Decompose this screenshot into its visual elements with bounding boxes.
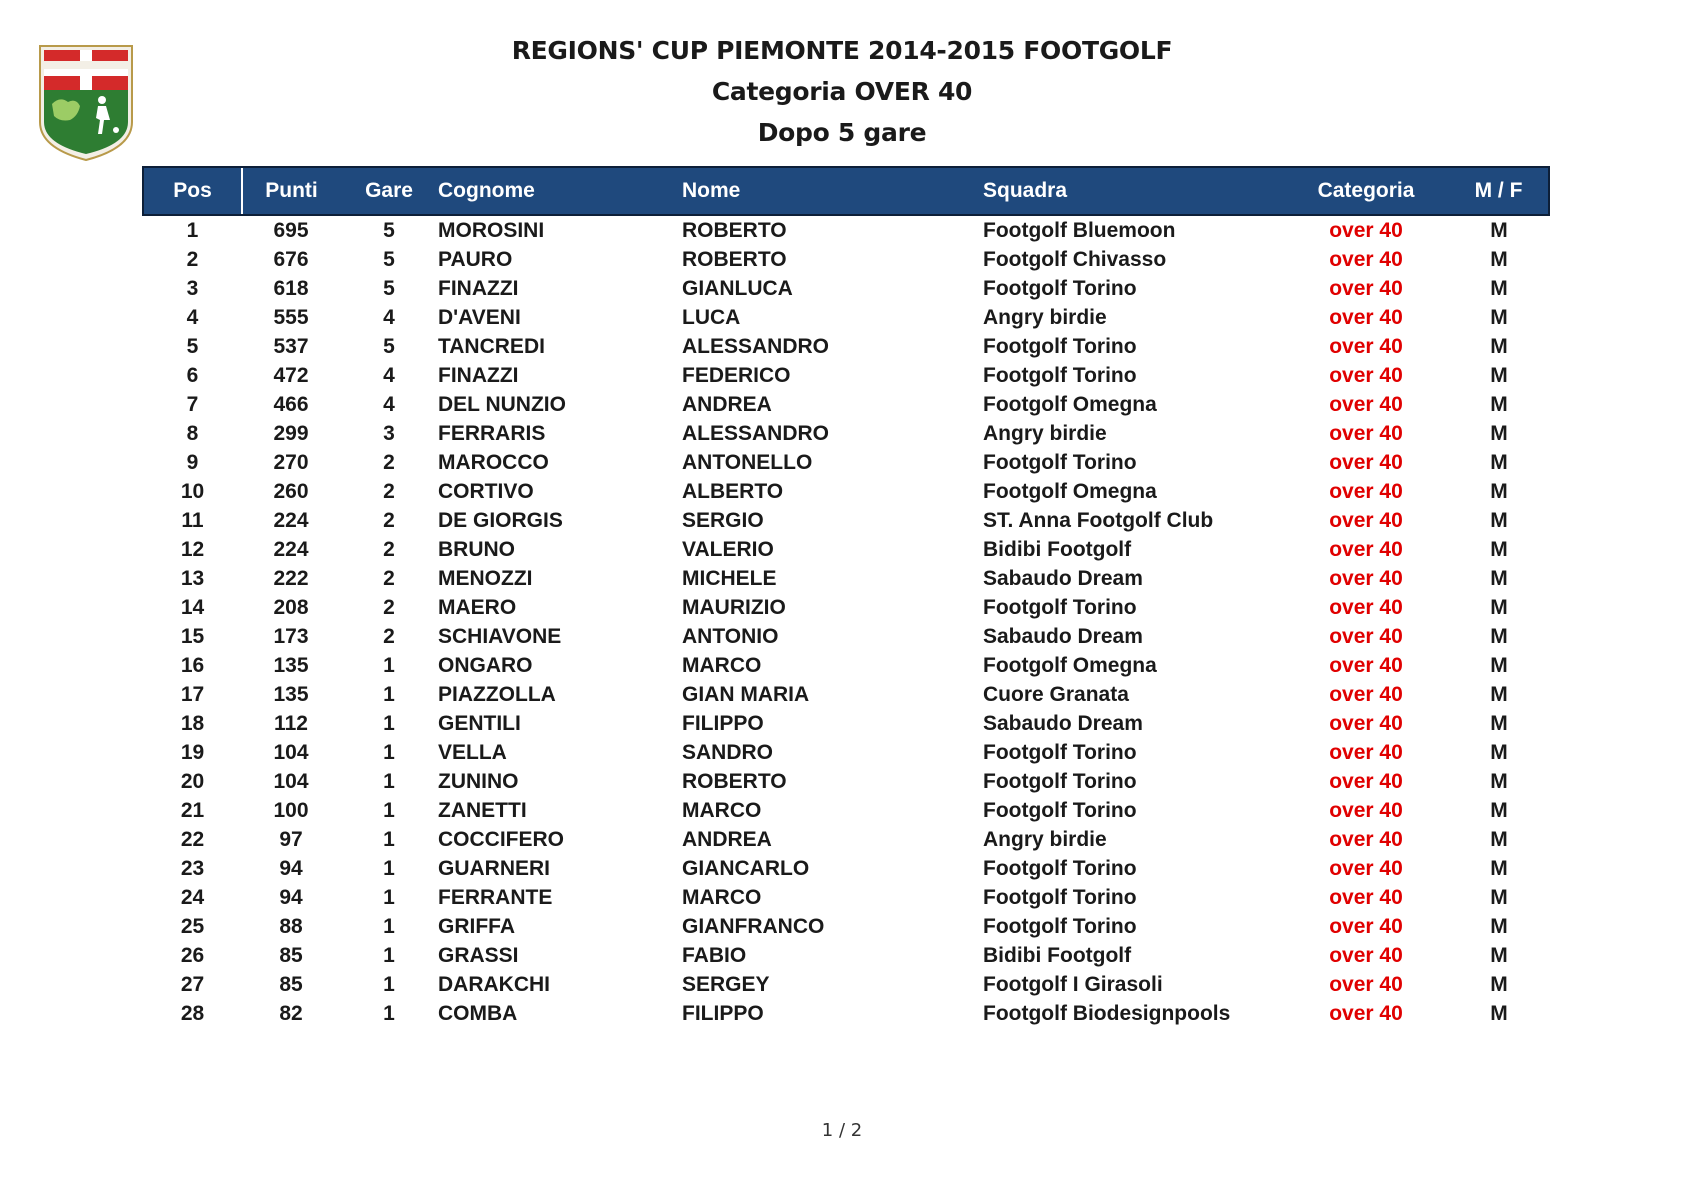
squadra-cell: Footgolf Omegna — [983, 480, 1157, 503]
nome-cell: MARCO — [682, 799, 762, 822]
nome-cell: ANDREA — [682, 828, 772, 851]
gare-cell: 1 — [383, 1002, 395, 1025]
categoria-cell: over 40 — [1329, 712, 1403, 735]
gare-cell: 3 — [383, 422, 395, 445]
punti-cell: 299 — [273, 422, 309, 445]
punti-cell: 537 — [273, 335, 309, 358]
categoria-cell: over 40 — [1329, 973, 1403, 996]
nome-cell: MICHELE — [682, 567, 777, 590]
table-row — [143, 680, 1549, 709]
nome-cell: FEDERICO — [682, 364, 791, 387]
pos-cell: 22 — [180, 828, 205, 851]
nome-cell: VALERIO — [682, 538, 774, 561]
categoria-cell: over 40 — [1329, 770, 1403, 793]
mf-cell: M — [1490, 741, 1508, 764]
cognome-cell: COMBA — [438, 1002, 518, 1025]
table-row — [143, 332, 1549, 361]
punti-cell: 104 — [273, 741, 309, 764]
categoria-cell: over 40 — [1329, 944, 1403, 967]
gare-cell: 1 — [383, 944, 395, 967]
col-header-pos: Pos — [143, 167, 242, 215]
nome-cell: ROBERTO — [682, 248, 787, 271]
cognome-cell: GRIFFA — [438, 915, 515, 938]
punti-cell: 676 — [273, 248, 309, 271]
nome-cell: FILIPPO — [682, 1002, 764, 1025]
table-row — [143, 999, 1549, 1028]
categoria-cell: over 40 — [1329, 509, 1403, 532]
squadra-cell: Footgolf Chivasso — [983, 248, 1167, 271]
cognome-cell: GRASSI — [438, 944, 519, 967]
squadra-cell: Angry birdie — [983, 828, 1107, 851]
squadra-cell: Footgolf Torino — [983, 364, 1137, 387]
gare-cell: 2 — [383, 567, 395, 590]
categoria-cell: over 40 — [1329, 422, 1403, 445]
table-row — [143, 215, 1549, 245]
gare-cell: 1 — [383, 886, 395, 909]
gare-cell: 1 — [383, 741, 395, 764]
categoria-cell: over 40 — [1329, 538, 1403, 561]
report-subtitle: Dopo 5 gare — [757, 118, 927, 147]
categoria-cell: over 40 — [1329, 741, 1403, 764]
nome-cell: MARCO — [682, 886, 762, 909]
cognome-cell: SCHIAVONE — [438, 625, 562, 648]
mf-cell: M — [1490, 915, 1508, 938]
nome-cell: SERGIO — [682, 509, 764, 532]
pos-cell: 3 — [186, 277, 199, 300]
squadra-cell: Bidibi Footgolf — [983, 944, 1132, 967]
gare-cell: 4 — [383, 306, 395, 329]
gare-cell: 2 — [383, 480, 395, 503]
punti-cell: 135 — [273, 654, 309, 677]
cognome-cell: FINAZZI — [438, 364, 519, 387]
mf-cell: M — [1490, 451, 1508, 474]
punti-cell: 112 — [274, 712, 308, 735]
cognome-cell: GUARNERI — [438, 857, 551, 880]
gare-cell: 1 — [383, 799, 395, 822]
gare-cell: 5 — [383, 335, 395, 358]
categoria-cell: over 40 — [1329, 596, 1403, 619]
table-row — [143, 767, 1549, 796]
categoria-cell: over 40 — [1329, 625, 1403, 648]
pos-cell: 8 — [186, 422, 199, 445]
categoria-cell: over 40 — [1329, 683, 1403, 706]
table-row — [143, 245, 1549, 274]
squadra-cell: Footgolf I Girasoli — [983, 973, 1163, 996]
cognome-cell: CORTIVO — [438, 480, 534, 503]
mf-cell: M — [1490, 944, 1508, 967]
squadra-cell: Footgolf Torino — [983, 770, 1137, 793]
mf-cell: M — [1490, 277, 1508, 300]
nome-cell: GIANLUCA — [682, 277, 793, 300]
cognome-cell: ZANETTI — [438, 799, 527, 822]
cognome-cell: PAURO — [438, 248, 513, 271]
mf-cell: M — [1490, 335, 1508, 358]
categoria-cell: over 40 — [1329, 857, 1403, 880]
categoria-cell: over 40 — [1329, 248, 1403, 271]
pos-cell: 26 — [180, 944, 205, 967]
squadra-cell: Footgolf Torino — [983, 451, 1137, 474]
squadra-cell: Footgolf Torino — [983, 857, 1137, 880]
gare-cell: 5 — [383, 219, 395, 242]
table-row — [143, 854, 1549, 883]
mf-cell: M — [1490, 654, 1508, 677]
pos-cell: 16 — [180, 654, 205, 677]
table-row — [143, 651, 1549, 680]
squadra-cell: Sabaudo Dream — [983, 567, 1143, 590]
mf-cell: M — [1490, 306, 1508, 329]
mf-cell: M — [1490, 422, 1508, 445]
col-header-gare: Gare — [340, 167, 438, 215]
mf-cell: M — [1490, 1002, 1508, 1025]
squadra-cell: Footgolf Omegna — [983, 654, 1157, 677]
table-body — [143, 215, 1549, 1028]
cognome-cell: MAROCCO — [438, 451, 549, 474]
cognome-cell: COCCIFERO — [438, 828, 564, 851]
table-row — [143, 796, 1549, 825]
punti-cell: 208 — [273, 596, 309, 619]
categoria-cell: over 40 — [1329, 654, 1403, 677]
punti-cell: 94 — [279, 857, 303, 880]
squadra-cell: Footgolf Biodesignpools — [983, 1002, 1231, 1025]
col-header-punti: Punti — [242, 167, 340, 215]
gare-cell: 1 — [383, 857, 395, 880]
mf-cell: M — [1490, 538, 1508, 561]
table-row — [143, 477, 1549, 506]
pos-cell: 12 — [180, 538, 205, 561]
squadra-cell: Footgolf Omegna — [983, 393, 1157, 416]
nome-cell: MAURIZIO — [682, 596, 786, 619]
cognome-cell: DEL NUNZIO — [438, 393, 566, 416]
cognome-cell: FINAZZI — [438, 277, 519, 300]
col-header-cognome: Cognome — [438, 167, 682, 215]
table-row — [143, 709, 1549, 738]
pos-cell: 5 — [186, 335, 199, 358]
gare-cell: 1 — [383, 654, 395, 677]
pos-cell: 4 — [186, 306, 199, 329]
table-header-row — [143, 167, 1549, 215]
cognome-cell: FERRARIS — [438, 422, 546, 445]
punti-cell: 472 — [273, 364, 309, 387]
mf-cell: M — [1490, 393, 1508, 416]
gare-cell: 2 — [383, 451, 395, 474]
cognome-cell: DARAKCHI — [438, 973, 550, 996]
categoria-cell: over 40 — [1329, 799, 1403, 822]
pos-cell: 15 — [180, 625, 205, 648]
pos-cell: 6 — [186, 364, 199, 387]
pos-cell: 25 — [180, 915, 205, 938]
nome-cell: GIANCARLO — [682, 857, 810, 880]
punti-cell: 104 — [273, 770, 309, 793]
cognome-cell: ONGARO — [438, 654, 533, 677]
pos-cell: 14 — [180, 596, 205, 619]
pos-cell: 9 — [186, 451, 199, 474]
table-row — [143, 883, 1549, 912]
categoria-cell: over 40 — [1329, 335, 1403, 358]
categoria-cell: over 40 — [1329, 306, 1403, 329]
table-row — [143, 506, 1549, 535]
gare-cell: 1 — [383, 828, 395, 851]
nome-cell: SERGEY — [682, 973, 770, 996]
squadra-cell: Footgolf Torino — [983, 799, 1137, 822]
gare-cell: 4 — [383, 393, 395, 416]
punti-cell: 100 — [273, 799, 309, 822]
mf-cell: M — [1490, 886, 1508, 909]
punti-cell: 88 — [279, 915, 303, 938]
nome-cell: GIAN MARIA — [682, 683, 810, 706]
nome-cell: ROBERTO — [682, 770, 787, 793]
gare-cell: 2 — [383, 625, 395, 648]
squadra-cell: Footgolf Torino — [983, 915, 1137, 938]
pos-cell: 19 — [180, 741, 205, 764]
gare-cell: 1 — [383, 770, 395, 793]
page-number: 1 / 2 — [821, 1120, 863, 1141]
categoria-cell: over 40 — [1329, 451, 1403, 474]
mf-cell: M — [1490, 770, 1508, 793]
ranking-table — [142, 166, 1550, 1028]
squadra-cell: Footgolf Torino — [983, 596, 1137, 619]
cognome-cell: GENTILI — [438, 712, 521, 735]
nome-cell: SANDRO — [682, 741, 774, 764]
table-row — [143, 738, 1549, 767]
punti-cell: 618 — [273, 277, 309, 300]
pos-cell: 18 — [180, 712, 205, 735]
punti-cell: 222 — [273, 567, 309, 590]
mf-cell: M — [1490, 480, 1508, 503]
table-row — [143, 564, 1549, 593]
punti-cell: 135 — [273, 683, 309, 706]
squadra-cell: Footgolf Bluemoon — [983, 219, 1176, 242]
pos-cell: 10 — [180, 480, 205, 503]
punti-cell: 82 — [279, 1002, 303, 1025]
categoria-cell: over 40 — [1329, 567, 1403, 590]
categoria-cell: over 40 — [1329, 277, 1403, 300]
squadra-cell: Footgolf Torino — [983, 335, 1137, 358]
categoria-cell: over 40 — [1329, 480, 1403, 503]
report-header — [0, 30, 1684, 153]
cognome-cell: D'AVENI — [438, 306, 521, 329]
punti-cell: 260 — [273, 480, 309, 503]
categoria-cell: over 40 — [1329, 915, 1403, 938]
mf-cell: M — [1490, 219, 1508, 242]
mf-cell: M — [1490, 625, 1508, 648]
nome-cell: ALESSANDRO — [682, 335, 830, 358]
table-row — [143, 970, 1549, 999]
gare-cell: 1 — [383, 973, 395, 996]
gare-cell: 2 — [383, 538, 395, 561]
punti-cell: 466 — [273, 393, 309, 416]
table-row — [143, 912, 1549, 941]
table-row — [143, 825, 1549, 854]
pos-cell: 11 — [181, 509, 204, 532]
nome-cell: ANTONELLO — [682, 451, 813, 474]
pos-cell: 17 — [180, 683, 205, 706]
mf-cell: M — [1490, 799, 1508, 822]
gare-cell: 1 — [383, 915, 395, 938]
squadra-cell: Angry birdie — [983, 306, 1107, 329]
punti-cell: 173 — [273, 625, 309, 648]
col-header-mf: M / F — [1449, 167, 1549, 215]
gare-cell: 2 — [383, 596, 395, 619]
table-row — [143, 303, 1549, 332]
pos-cell: 1 — [186, 219, 199, 242]
pos-cell: 2 — [186, 248, 199, 271]
squadra-cell: Footgolf Torino — [983, 741, 1137, 764]
punti-cell: 270 — [273, 451, 309, 474]
cognome-cell: DE GIORGIS — [438, 509, 563, 532]
categoria-cell: over 40 — [1329, 886, 1403, 909]
categoria-cell: over 40 — [1329, 364, 1403, 387]
table-row — [143, 535, 1549, 564]
table-row — [143, 448, 1549, 477]
mf-cell: M — [1490, 683, 1508, 706]
squadra-cell: Cuore Granata — [983, 683, 1129, 706]
nome-cell: ALBERTO — [682, 480, 784, 503]
mf-cell: M — [1490, 857, 1508, 880]
punti-cell: 695 — [273, 219, 309, 242]
gare-cell: 4 — [383, 364, 395, 387]
table-row — [143, 419, 1549, 448]
mf-cell: M — [1490, 973, 1508, 996]
gare-cell: 5 — [383, 248, 395, 271]
report-category: Categoria OVER 40 — [711, 77, 973, 106]
mf-cell: M — [1490, 509, 1508, 532]
table-row — [143, 622, 1549, 651]
pos-cell: 21 — [180, 799, 205, 822]
cognome-cell: ZUNINO — [438, 770, 519, 793]
cognome-cell: FERRANTE — [438, 886, 553, 909]
categoria-cell: over 40 — [1329, 393, 1403, 416]
squadra-cell: Footgolf Torino — [983, 277, 1137, 300]
nome-cell: ANDREA — [682, 393, 772, 416]
categoria-cell: over 40 — [1329, 1002, 1403, 1025]
squadra-cell: Sabaudo Dream — [983, 625, 1143, 648]
table-row — [143, 361, 1549, 390]
table-row — [143, 593, 1549, 622]
cognome-cell: BRUNO — [438, 538, 515, 561]
table-row — [143, 390, 1549, 419]
squadra-cell: Bidibi Footgolf — [983, 538, 1132, 561]
punti-cell: 555 — [273, 306, 309, 329]
gare-cell: 5 — [383, 277, 395, 300]
ranking-table-container — [142, 166, 1548, 1028]
punti-cell: 94 — [279, 886, 303, 909]
col-header-nome: Nome — [682, 167, 983, 215]
nome-cell: FABIO — [682, 944, 747, 967]
punti-cell: 85 — [279, 944, 303, 967]
mf-cell: M — [1490, 596, 1508, 619]
cognome-cell: VELLA — [438, 741, 507, 764]
mf-cell: M — [1490, 567, 1508, 590]
mf-cell: M — [1490, 364, 1508, 387]
squadra-cell: Angry birdie — [983, 422, 1107, 445]
nome-cell: LUCA — [682, 306, 741, 329]
col-header-categoria: Categoria — [1283, 167, 1449, 215]
cognome-cell: MENOZZI — [438, 567, 533, 590]
punti-cell: 224 — [273, 538, 309, 561]
categoria-cell: over 40 — [1329, 219, 1403, 242]
nome-cell: MARCO — [682, 654, 762, 677]
pos-cell: 20 — [180, 770, 205, 793]
gare-cell: 1 — [383, 712, 395, 735]
col-header-squadra: Squadra — [983, 167, 1283, 215]
mf-cell: M — [1490, 712, 1508, 735]
punti-cell: 85 — [279, 973, 303, 996]
pos-cell: 23 — [180, 857, 205, 880]
cognome-cell: TANCREDI — [438, 335, 545, 358]
nome-cell: ANTONIO — [682, 625, 779, 648]
nome-cell: GIANFRANCO — [682, 915, 825, 938]
pos-cell: 13 — [180, 567, 205, 590]
categoria-cell: over 40 — [1329, 828, 1403, 851]
gare-cell: 2 — [383, 509, 395, 532]
table-row — [143, 941, 1549, 970]
pos-cell: 28 — [180, 1002, 205, 1025]
cognome-cell: PIAZZOLLA — [438, 683, 556, 706]
punti-cell: 97 — [279, 828, 303, 851]
nome-cell: FILIPPO — [682, 712, 764, 735]
gare-cell: 1 — [383, 683, 395, 706]
table-row — [143, 274, 1549, 303]
pos-cell: 27 — [180, 973, 205, 996]
mf-cell: M — [1490, 248, 1508, 271]
mf-cell: M — [1490, 828, 1508, 851]
squadra-cell: ST. Anna Footgolf Club — [983, 509, 1214, 532]
cognome-cell: MAERO — [438, 596, 517, 619]
punti-cell: 224 — [273, 509, 309, 532]
nome-cell: ALESSANDRO — [682, 422, 830, 445]
cognome-cell: MOROSINI — [438, 219, 545, 242]
pos-cell: 7 — [186, 393, 199, 416]
pos-cell: 24 — [180, 886, 205, 909]
squadra-cell: Footgolf Torino — [983, 886, 1137, 909]
report-title: REGIONS' CUP PIEMONTE 2014-2015 FOOTGOLF — [511, 36, 1173, 65]
nome-cell: ROBERTO — [682, 219, 787, 242]
squadra-cell: Sabaudo Dream — [983, 712, 1143, 735]
